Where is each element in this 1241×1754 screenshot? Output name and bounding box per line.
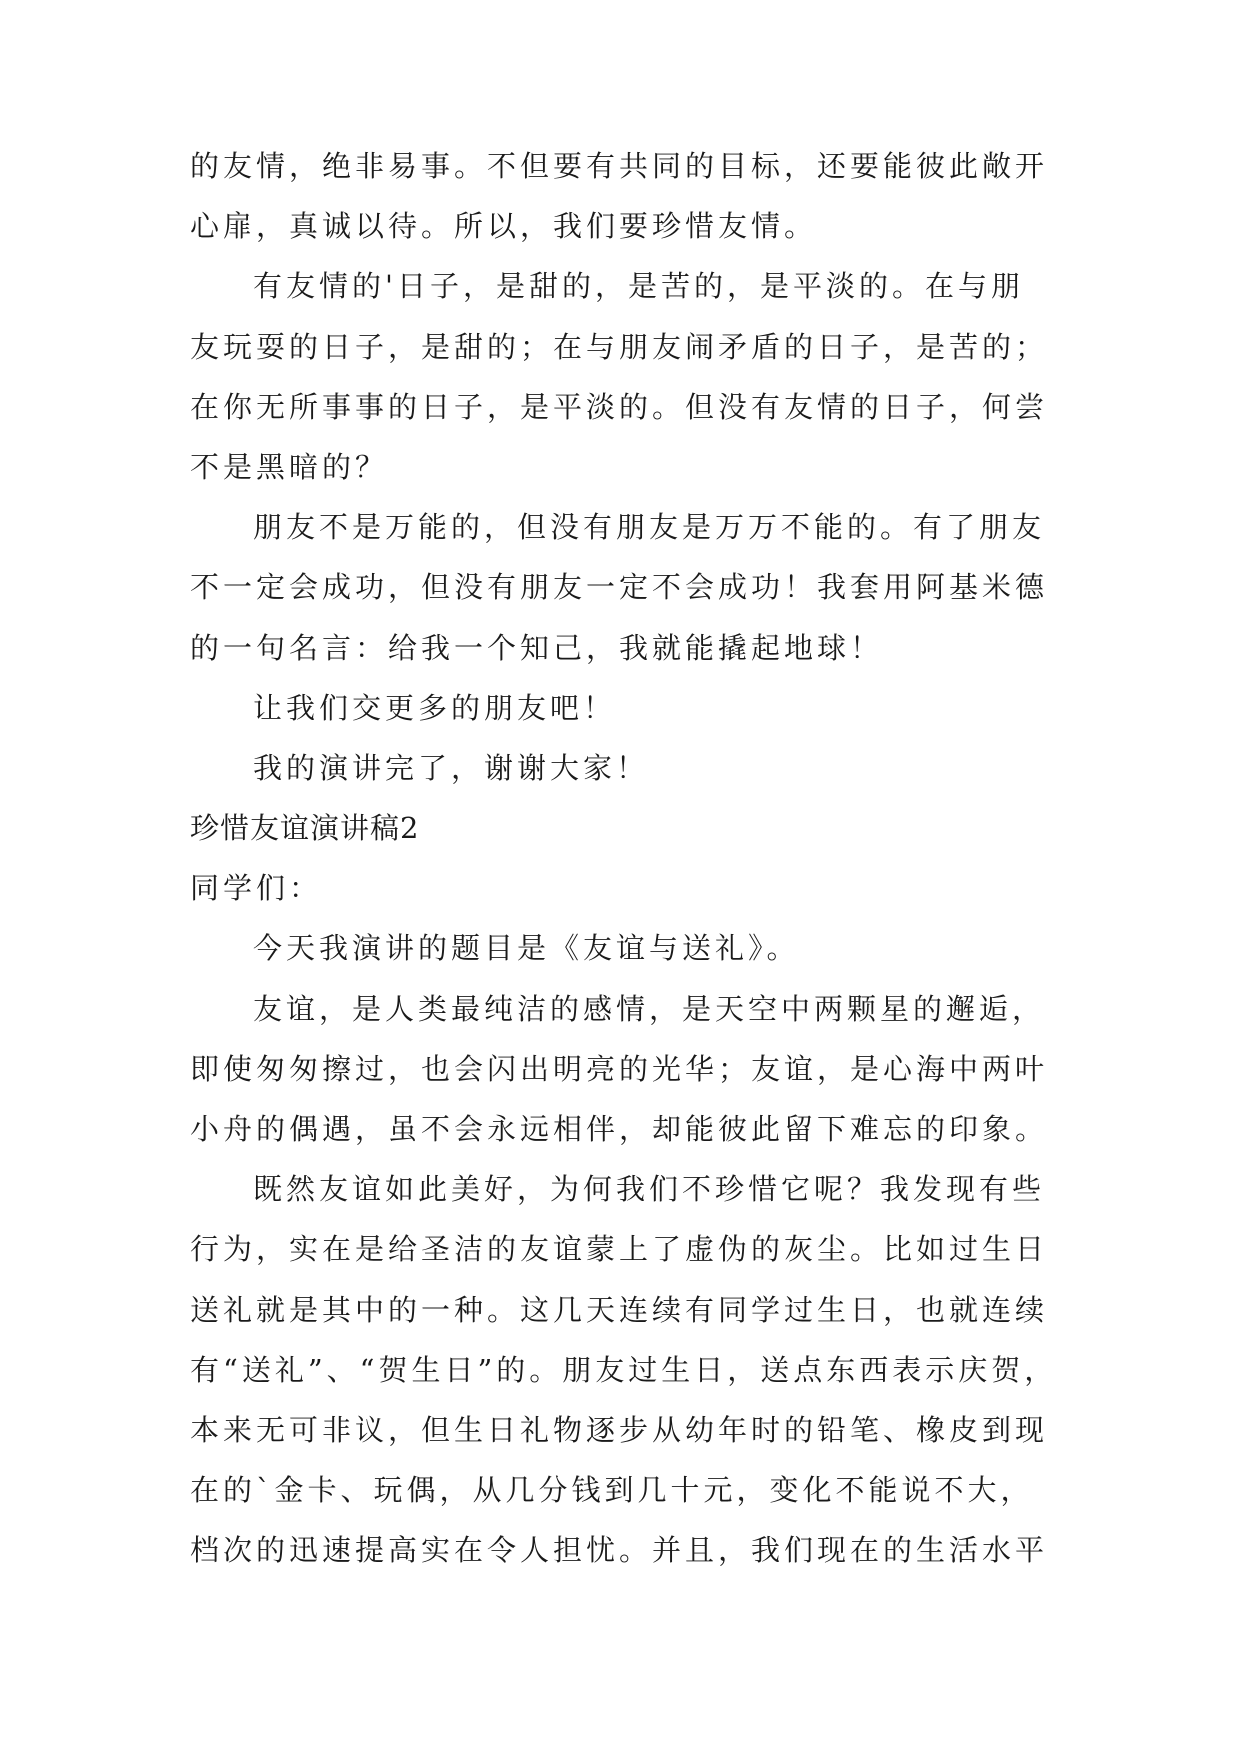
text-line: 行为，实在是给圣洁的友谊蒙上了虚伪的灰尘。比如过生日 (190, 1232, 1049, 1267)
text-line: 在你无所事事的日子，是平淡的。但没有友情的日子，何尝 (190, 389, 1049, 424)
paragraph-start-line: 既然友谊如此美好，为何我们不珍惜它呢？我发现有些 (253, 1172, 1046, 1207)
section-heading: 珍惜友谊演讲稿2 (190, 811, 420, 846)
text-line: 的友情，绝非易事。不但要有共同的目标，还要能彼此敞开 (190, 149, 1049, 183)
paragraph-start-line: 友谊，是人类最纯洁的感情，是天空中两颗星的邂逅， (253, 991, 1046, 1026)
text-line: 档次的迅速提高实在令人担忧。并且，我们现在的生活水平 (190, 1533, 1049, 1568)
text-line: 在的`金卡、玩偶，从几分钱到几十元，变化不能说不大， (190, 1473, 1034, 1508)
text-line: 不一定会成功，但没有朋友一定不会成功！我套用阿基米德 (190, 570, 1049, 605)
text-line: 送礼就是其中的一种。这几天连续有同学过生日，也就连续 (190, 1292, 1049, 1327)
text-line: 小舟的偶遇，虽不会永远相伴，却能彼此留下难忘的印象。 (190, 1112, 1049, 1146)
paragraph-start-line: 让我们交更多的朋友吧！ (253, 690, 617, 725)
document-body (190, 136, 1070, 1581)
text-line: 友玩耍的日子，是甜的；在与朋友闹矛盾的日子，是苦的； (190, 329, 1049, 364)
paragraph-start-line: 有友情的'日子，是甜的，是苦的，是平淡的。在与朋 (253, 269, 1024, 304)
text-line: 本来无可非议，但生日礼物逐步从幼年时的铅笔、橡皮到现 (190, 1412, 1049, 1447)
text-line: 有“送礼”、“贺生日”的。朋友过生日，送点东西表示庆贺， (190, 1352, 1058, 1387)
text-line: 即使匆匆擦过，也会闪出明亮的光华；友谊，是心海中两叶 (190, 1051, 1049, 1086)
text-line: 不是黑暗的？ (190, 449, 389, 484)
paragraph-start-line: 今天我演讲的题目是《友谊与送礼》。 (253, 931, 800, 966)
salutation: 同学们： (190, 871, 323, 906)
text-line: 的一句名言：给我一个知己，我就能撬起地球！ (190, 630, 884, 665)
paragraph-start-line: 朋友不是万能的，但没有朋友是万万不能的。有了朋友 (253, 510, 1046, 545)
paragraph-start-line: 我的演讲完了，谢谢大家！ (253, 750, 650, 785)
text-line: 心扉，真诚以待。所以，我们要珍惜友情。 (190, 209, 818, 244)
